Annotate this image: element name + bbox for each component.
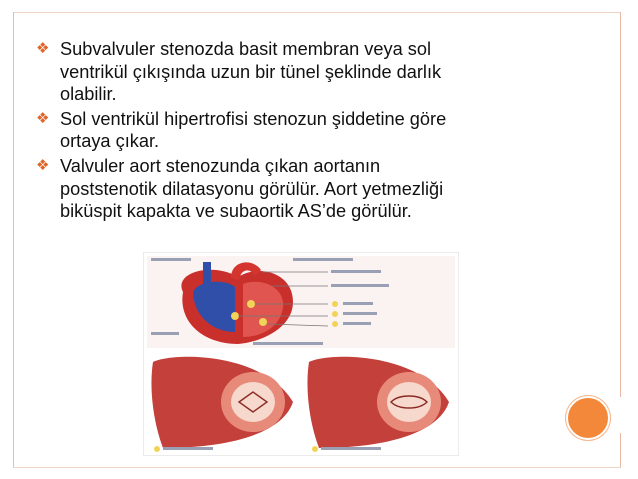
label-1 bbox=[331, 270, 381, 273]
bottom-label bbox=[253, 342, 323, 345]
diamond-bullet-icon: ❖ bbox=[36, 109, 50, 127]
bullet-text: Valvuler aort stenozunda çıkan aortanın poststenotik dilatasyonu görülür. Aort yetmezliği biküspit kapakta ve subaortik AS’de görülür. bbox=[60, 155, 444, 222]
side-label bbox=[151, 332, 179, 335]
vena-cava bbox=[203, 262, 211, 292]
diamond-bullet-icon: ❖ bbox=[36, 156, 50, 174]
slide-frame-left bbox=[13, 12, 14, 468]
legend-dot-1 bbox=[332, 301, 338, 307]
slide-frame-right bbox=[620, 12, 621, 397]
caption-left bbox=[163, 447, 213, 450]
slide-frame-right-bottom bbox=[620, 433, 621, 468]
right-vessel-lumen bbox=[387, 382, 431, 422]
legend-label-1 bbox=[343, 302, 373, 305]
slide-frame-bottom bbox=[13, 467, 621, 468]
legend-dot-3 bbox=[332, 321, 338, 327]
bullet-item bbox=[36, 38, 596, 106]
caption-dot-right bbox=[312, 446, 318, 452]
valve-marker-1 bbox=[247, 300, 255, 308]
label-2 bbox=[331, 284, 389, 287]
legend-dot-2 bbox=[332, 311, 338, 317]
bullet-text: Subvalvuler stenozda basit membran veya sol ventrikül çıkışında uzun bir tünel şeklinde darlık olabilir. bbox=[60, 39, 442, 105]
valve-marker-2 bbox=[231, 312, 239, 320]
legend-label-2 bbox=[343, 312, 377, 315]
orange-circle-decoration bbox=[566, 396, 610, 440]
bullet-item bbox=[36, 108, 596, 153]
top-label bbox=[293, 258, 353, 261]
valve-marker-3 bbox=[259, 318, 267, 326]
legend-label-3 bbox=[343, 322, 371, 325]
bullet-list bbox=[36, 38, 596, 225]
slide-frame-top bbox=[13, 12, 621, 13]
caption-right bbox=[321, 447, 381, 450]
bullet-item bbox=[36, 155, 596, 223]
left-vessel-lumen bbox=[231, 382, 275, 422]
caption-dot-left bbox=[154, 446, 160, 452]
aortic-stenosis-illustration bbox=[143, 252, 459, 456]
bullet-text: Sol ventrikül hipertrofisi stenozun şiddetine göre ortaya çıkar. bbox=[60, 108, 447, 152]
diamond-bullet-icon: ❖ bbox=[36, 40, 50, 57]
corner-label bbox=[151, 258, 191, 261]
